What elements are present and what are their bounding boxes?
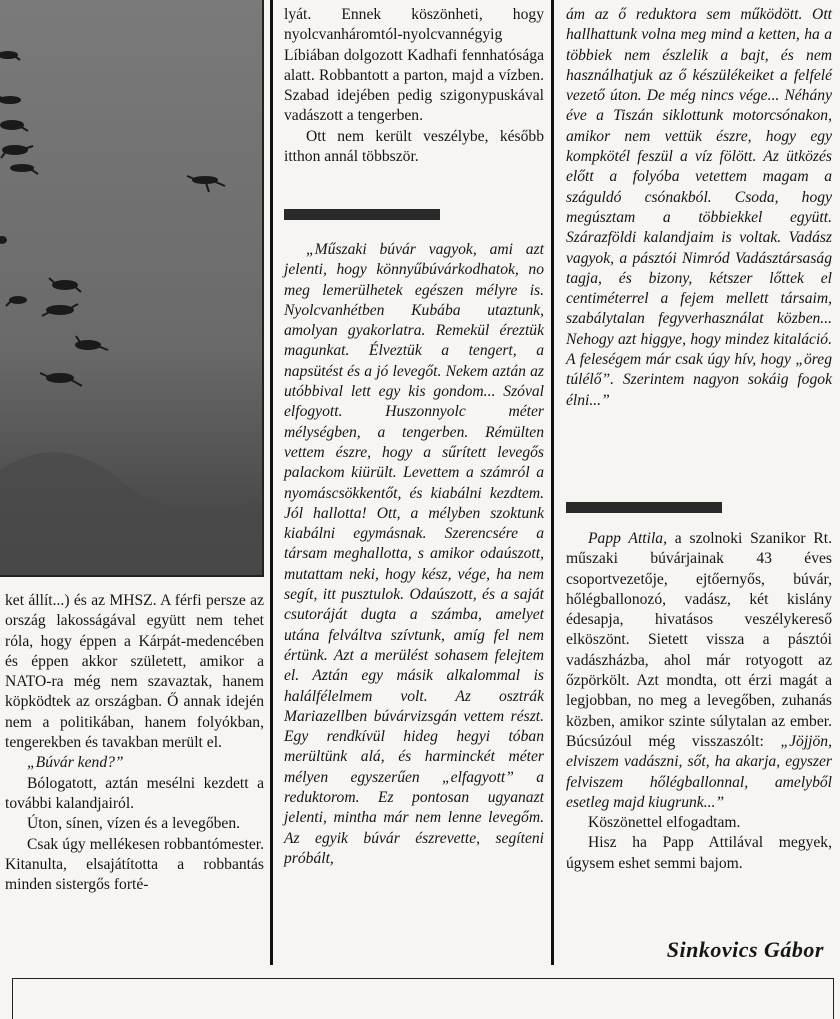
skydivers-illustration bbox=[0, 0, 262, 575]
column-rule-left bbox=[270, 0, 273, 965]
col3-invitation-quote: „Jöjjön, elviszem vadászni, sőt, ha akarja, egyszer felviszem hőlégballonnal, amelyből esetleg majd kiugrunk...” bbox=[566, 732, 832, 811]
col2-paragraph-2: Ott nem került veszélybe, később itthon annál többször. bbox=[284, 127, 544, 166]
col1-paragraph-4: Csak úgy mellékesen robbantómester. Kitanulta, elsajátította a robbantás minden sistergős forté- bbox=[5, 835, 264, 894]
column-3 bbox=[566, 529, 832, 874]
col3-paragraph-1: a szolnoki Szanikor Rt. műszaki búvárjainak 43 éves csoportvezetője, ejtőernyős, búvár, hőlégballonozó, vadász, két kislány édesapja, hivatásos veszélykereső elköszönt. Sietett vissza a pásztói vadászházba, ahol már rotyogott az őzpörkölt. Azt mondta, ott érzi magát a legjobban, no meg a levegőben, zuhanás közben, amikor szinte súlytalan az ember. Búcsúzóul még visszaszólt: bbox=[566, 530, 832, 750]
column-rule-right bbox=[551, 0, 554, 965]
col2-quote bbox=[284, 240, 544, 869]
col1-quote-question: „Búvár kend?” bbox=[27, 754, 124, 772]
person-name: Papp Attila, bbox=[588, 530, 667, 547]
col2-separator-bar bbox=[284, 209, 440, 220]
skydivers-photo bbox=[0, 0, 264, 577]
col2-paragraph-1: lyát. Ennek köszönheti, hogy nyolcvanháromtól-nyolcvannégyig Líbiában dolgozott Kadhafi fennhatósága alatt. Robbantott a parton, majd a vízben. Szabad idejében pedig szigonypuskával vadászott a tengerben. bbox=[284, 6, 544, 125]
col1-paragraph-3: Úton, sínen, vízen és a levegőben. bbox=[27, 815, 241, 833]
column-3-quote bbox=[566, 5, 832, 411]
col3-separator-bar bbox=[566, 502, 722, 513]
col1-paragraph-2: Bólogatott, aztán mesélni kezdett a további kalandjairól. bbox=[5, 774, 264, 812]
column-1 bbox=[5, 591, 264, 895]
col3-paragraph-2: Köszönettel elfogadtam. bbox=[588, 814, 741, 832]
col1-paragraph-1: ket állít...) és az MHSZ. A férfi persze az ország lakosságával együtt nem tehet róla, hogy éppen a Kárpát-medencében és éppen akkor született, amikor a NATO-ra még nem szavaztak, hanem köpködtek az országban. Ő annak idején nem a politikában, hanem folyókban, tengerekben és tavakban merült el. bbox=[5, 592, 264, 752]
col3-quote-text: ám az ő reduktora sem működött. Ott hallhattunk volna meg mind a ketten, ha a többiek nem észlelik a bajt, és nem használhatjuk az ő készülékeiket a felfelé vezető úton. De még nincs vége... Néhány éve a Tiszán siklottunk motorcsónakon, amikor nem vettük észre, hogy egy kompkötél feszül a víz fölött. Az ütközés előtt a folyóba vetettem magam a száguldó csónakból. Csoda, hogy megúsztam a többiekkel együtt. Szárazföldi kalandjaim is voltak. Vadász vagyok, a pásztói Nimród Vadásztársaság tagja, és bizony, kétszer lőttek el centiméterrel a fejem mellett társaim, szabálytalan fegyverhasználat közben... Nehogy azt higgye, hogy mindez kitaláció. A feleségem már csak úgy hív, hogy „öreg túlélő”. Szerintem nagyon sokáig fogok élni...” bbox=[566, 6, 832, 409]
bottom-frame bbox=[12, 978, 834, 1019]
col3-paragraph-3: Hisz ha Papp Attilával megyek, úgysem eshet semmi bajom. bbox=[566, 834, 832, 872]
author-signature: Sinkovics Gábor bbox=[666, 937, 824, 962]
column-2 bbox=[284, 5, 544, 167]
col2-quote-text: „Műszaki búvár vagyok, ami azt jelenti, hogy könnyűbúvárkodhatok, no meg lemerülhetek egészen mélyre is. Nyolcvanhétben Kubába utaztunk, amolyan gyakorlatra. Remekül éreztük magunkat. Élveztük a tengert, a napsütést és a jó levegőt. Nekem aztán az utóbbival lett egy kis gondom... Szóval elfogyott. Huszonnyolc méter mélységben, a tengerben. Rémülten vettem észre, hogy a sűrített levegős palackom kiürült. Levettem a számról a nyomáscsökkentőt, és kiabálni kezdtem. Jól hallotta! Ott, a mélyben szoktunk kiabálni egymásnak. Szerencsére a társam meghallotta, s amikor odaúszott, mutattam neki, hogy kész, vége, ha nem segít, itt pusztulok. Odaúszott, és a saját csutoráját dugta a számba, amelyet utána felváltva szívtunk, amíg fel nem értünk. Azt a merülést sohasem felejtem el. Aztán egy másik alkalommal is halálfélelmem volt. Az osztrák Mariazellben búvárvizsgán vettem részt. Egy rendkívül hideg hegyi tóban merültünk alá, és harminckét méter mélyen egyszerűen „elfagyott” a reduktorom. Ez pontosan ugyanazt jelenti, mintha már nem lenne levegőm. Az egyik búvár észrevette, segíteni próbált, bbox=[284, 241, 544, 867]
